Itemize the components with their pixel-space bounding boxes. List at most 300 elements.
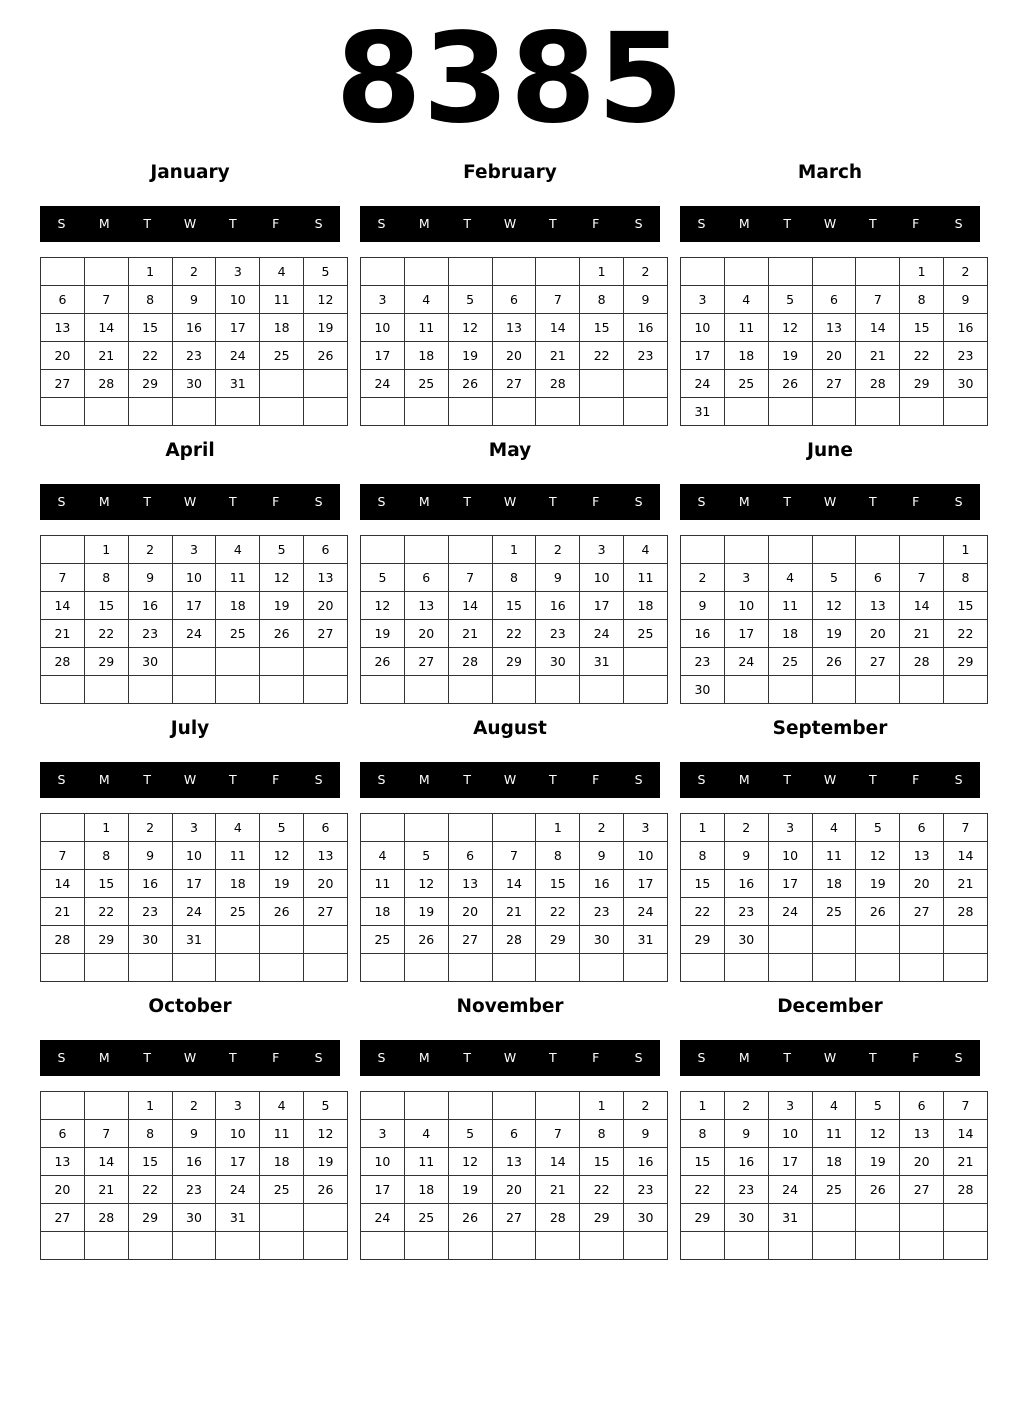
week-row xyxy=(41,676,348,704)
day-cell: 14 xyxy=(536,314,580,342)
day-cell: 3 xyxy=(361,286,405,314)
day-cell: 18 xyxy=(260,314,304,342)
weekday-header-bar xyxy=(360,206,660,242)
week-row xyxy=(361,898,668,926)
day-cell: 5 xyxy=(260,536,304,564)
week-row xyxy=(681,926,988,954)
day-cell: 27 xyxy=(304,620,348,648)
empty-day-cell xyxy=(404,954,448,982)
empty-day-cell xyxy=(361,954,405,982)
empty-day-cell xyxy=(172,648,216,676)
day-cell: 14 xyxy=(856,314,900,342)
day-cell: 16 xyxy=(580,870,624,898)
day-cell: 10 xyxy=(768,1120,812,1148)
weekday-header-bar xyxy=(360,1040,660,1076)
day-cell: 17 xyxy=(724,620,768,648)
day-cell: 23 xyxy=(128,620,172,648)
calendar-year-title: 8385 xyxy=(335,7,685,151)
day-cell: 6 xyxy=(41,1120,85,1148)
day-cell: 21 xyxy=(536,1176,580,1204)
day-cell: 15 xyxy=(681,870,725,898)
day-cell: 1 xyxy=(900,258,944,286)
day-cell: 4 xyxy=(624,536,668,564)
day-cell: 9 xyxy=(580,842,624,870)
day-cell: 22 xyxy=(681,898,725,926)
empty-day-cell xyxy=(84,1232,128,1260)
empty-day-cell xyxy=(304,398,348,426)
day-cell: 26 xyxy=(856,1176,900,1204)
weekday-header: F xyxy=(592,772,600,787)
day-cell: 19 xyxy=(812,620,856,648)
day-cell: 24 xyxy=(624,898,668,926)
weekday-header: T xyxy=(549,494,557,509)
day-cell: 21 xyxy=(84,1176,128,1204)
empty-day-cell xyxy=(580,954,624,982)
day-cell: 24 xyxy=(216,1176,260,1204)
day-cell: 1 xyxy=(84,536,128,564)
day-cell: 29 xyxy=(84,926,128,954)
day-cell: 4 xyxy=(768,564,812,592)
empty-day-cell xyxy=(84,258,128,286)
week-row xyxy=(41,370,348,398)
day-cell: 4 xyxy=(260,258,304,286)
empty-day-cell xyxy=(128,676,172,704)
empty-day-cell xyxy=(260,926,304,954)
day-grid xyxy=(40,257,348,426)
day-cell: 31 xyxy=(216,1204,260,1232)
empty-day-cell xyxy=(724,258,768,286)
day-cell: 15 xyxy=(84,870,128,898)
day-cell: 5 xyxy=(812,564,856,592)
day-cell: 20 xyxy=(492,342,536,370)
day-cell: 21 xyxy=(856,342,900,370)
empty-day-cell xyxy=(404,536,448,564)
day-cell: 25 xyxy=(624,620,668,648)
empty-day-cell xyxy=(448,1092,492,1120)
empty-day-cell xyxy=(768,1232,812,1260)
week-row xyxy=(681,842,988,870)
day-cell: 19 xyxy=(304,1148,348,1176)
month-name: February xyxy=(463,162,557,183)
empty-day-cell xyxy=(448,814,492,842)
day-cell: 26 xyxy=(448,1204,492,1232)
weekday-header: T xyxy=(783,772,791,787)
day-cell: 28 xyxy=(84,1204,128,1232)
weekday-header-bar xyxy=(680,484,980,520)
day-cell: 4 xyxy=(404,1120,448,1148)
day-cell: 8 xyxy=(681,1120,725,1148)
week-row xyxy=(361,648,668,676)
day-cell: 11 xyxy=(216,564,260,592)
day-cell: 4 xyxy=(216,536,260,564)
week-row xyxy=(41,926,348,954)
day-cell: 13 xyxy=(900,1120,944,1148)
day-cell: 29 xyxy=(492,648,536,676)
week-row xyxy=(361,870,668,898)
weekday-header: S xyxy=(314,494,323,509)
weekday-header: S xyxy=(954,772,963,787)
day-cell: 18 xyxy=(216,592,260,620)
weekday-header: W xyxy=(823,494,837,509)
day-cell: 2 xyxy=(580,814,624,842)
week-row xyxy=(361,620,668,648)
weekday-header: W xyxy=(503,1050,517,1065)
empty-day-cell xyxy=(724,676,768,704)
weekday-header: S xyxy=(377,1050,386,1065)
day-cell: 22 xyxy=(84,620,128,648)
day-cell: 10 xyxy=(681,314,725,342)
day-cell: 7 xyxy=(944,1092,988,1120)
day-cell: 14 xyxy=(84,314,128,342)
day-cell: 4 xyxy=(361,842,405,870)
day-cell: 19 xyxy=(361,620,405,648)
week-row xyxy=(361,536,668,564)
day-cell: 22 xyxy=(580,342,624,370)
day-cell: 7 xyxy=(41,842,85,870)
weekday-header: W xyxy=(823,772,837,787)
day-cell: 24 xyxy=(768,898,812,926)
day-cell: 24 xyxy=(681,370,725,398)
weekday-header: M xyxy=(738,1050,750,1065)
week-row xyxy=(41,648,348,676)
day-cell: 27 xyxy=(856,648,900,676)
day-cell: 10 xyxy=(580,564,624,592)
day-cell: 8 xyxy=(536,842,580,870)
day-cell: 11 xyxy=(404,314,448,342)
empty-day-cell xyxy=(41,1092,85,1120)
empty-day-cell xyxy=(361,814,405,842)
day-cell: 26 xyxy=(404,926,448,954)
week-row xyxy=(41,398,348,426)
day-cell: 8 xyxy=(580,286,624,314)
day-cell: 6 xyxy=(900,1092,944,1120)
day-cell: 14 xyxy=(900,592,944,620)
weekday-header: S xyxy=(634,772,643,787)
week-row xyxy=(681,648,988,676)
empty-day-cell xyxy=(681,536,725,564)
day-cell: 2 xyxy=(624,258,668,286)
week-row xyxy=(361,564,668,592)
empty-day-cell xyxy=(304,1204,348,1232)
day-cell: 15 xyxy=(128,1148,172,1176)
day-cell: 23 xyxy=(580,898,624,926)
day-cell: 23 xyxy=(172,1176,216,1204)
day-cell: 31 xyxy=(624,926,668,954)
day-cell: 16 xyxy=(128,870,172,898)
empty-day-cell xyxy=(681,954,725,982)
day-cell: 26 xyxy=(304,1176,348,1204)
day-cell: 28 xyxy=(900,648,944,676)
weekday-header: S xyxy=(57,216,66,231)
day-cell: 30 xyxy=(172,370,216,398)
day-cell: 10 xyxy=(361,314,405,342)
empty-day-cell xyxy=(768,536,812,564)
empty-day-cell xyxy=(812,926,856,954)
empty-day-cell xyxy=(536,1092,580,1120)
day-cell: 2 xyxy=(724,1092,768,1120)
day-cell: 23 xyxy=(536,620,580,648)
day-cell: 5 xyxy=(304,258,348,286)
day-cell: 9 xyxy=(724,1120,768,1148)
empty-day-cell xyxy=(216,926,260,954)
empty-day-cell xyxy=(580,676,624,704)
empty-day-cell xyxy=(492,258,536,286)
weekday-header: W xyxy=(183,494,197,509)
empty-day-cell xyxy=(304,648,348,676)
day-cell: 13 xyxy=(492,314,536,342)
month-name: May xyxy=(488,440,532,461)
day-cell: 21 xyxy=(900,620,944,648)
weekday-header: T xyxy=(229,1050,237,1065)
day-cell: 30 xyxy=(624,1204,668,1232)
week-row xyxy=(681,398,988,426)
day-cell: 31 xyxy=(216,370,260,398)
day-cell: 9 xyxy=(624,286,668,314)
weekday-header: M xyxy=(738,216,750,231)
weekday-header: S xyxy=(697,1050,706,1065)
day-cell: 20 xyxy=(448,898,492,926)
day-cell: 30 xyxy=(724,926,768,954)
weekday-header: M xyxy=(98,216,110,231)
day-cell: 17 xyxy=(768,870,812,898)
empty-day-cell xyxy=(448,676,492,704)
day-cell: 6 xyxy=(492,1120,536,1148)
week-row xyxy=(41,342,348,370)
day-cell: 27 xyxy=(492,370,536,398)
weekday-header: F xyxy=(272,772,280,787)
day-grid xyxy=(360,813,668,982)
day-cell: 13 xyxy=(304,564,348,592)
day-cell: 3 xyxy=(361,1120,405,1148)
empty-day-cell xyxy=(404,258,448,286)
day-cell: 23 xyxy=(624,1176,668,1204)
week-row xyxy=(361,842,668,870)
week-row xyxy=(361,1092,668,1120)
empty-day-cell xyxy=(944,676,988,704)
week-row xyxy=(41,258,348,286)
empty-day-cell xyxy=(41,954,85,982)
weekday-header: T xyxy=(783,1050,791,1065)
day-cell: 17 xyxy=(681,342,725,370)
day-cell: 26 xyxy=(361,648,405,676)
empty-day-cell xyxy=(724,1232,768,1260)
day-cell: 10 xyxy=(361,1148,405,1176)
weekday-header: M xyxy=(738,494,750,509)
day-cell: 14 xyxy=(84,1148,128,1176)
empty-day-cell xyxy=(404,1092,448,1120)
day-cell: 6 xyxy=(856,564,900,592)
empty-day-cell xyxy=(812,1204,856,1232)
day-cell: 22 xyxy=(944,620,988,648)
day-cell: 27 xyxy=(812,370,856,398)
day-cell: 22 xyxy=(128,342,172,370)
empty-day-cell xyxy=(536,258,580,286)
day-cell: 13 xyxy=(492,1148,536,1176)
day-cell: 5 xyxy=(856,1092,900,1120)
week-row xyxy=(681,1204,988,1232)
day-cell: 15 xyxy=(681,1148,725,1176)
day-cell: 16 xyxy=(128,592,172,620)
empty-day-cell xyxy=(172,1232,216,1260)
empty-day-cell xyxy=(900,1232,944,1260)
day-cell: 3 xyxy=(724,564,768,592)
day-cell: 12 xyxy=(304,286,348,314)
empty-day-cell xyxy=(304,926,348,954)
week-row xyxy=(681,814,988,842)
empty-day-cell xyxy=(624,954,668,982)
day-cell: 17 xyxy=(361,1176,405,1204)
day-cell: 20 xyxy=(812,342,856,370)
day-cell: 17 xyxy=(624,870,668,898)
weekday-header: T xyxy=(143,772,151,787)
day-cell: 27 xyxy=(900,898,944,926)
weekday-header: W xyxy=(183,216,197,231)
day-grid xyxy=(680,535,988,704)
weekday-header-bar xyxy=(360,762,660,798)
day-cell: 1 xyxy=(944,536,988,564)
empty-day-cell xyxy=(724,954,768,982)
weekday-header: M xyxy=(418,1050,430,1065)
weekday-header: S xyxy=(377,772,386,787)
week-row xyxy=(41,842,348,870)
empty-day-cell xyxy=(216,648,260,676)
day-cell: 28 xyxy=(536,1204,580,1232)
weekday-header: M xyxy=(418,216,430,231)
empty-day-cell xyxy=(812,398,856,426)
weekday-header: F xyxy=(912,494,920,509)
day-cell: 4 xyxy=(216,814,260,842)
day-cell: 7 xyxy=(84,286,128,314)
day-cell: 9 xyxy=(624,1120,668,1148)
day-cell: 8 xyxy=(900,286,944,314)
empty-day-cell xyxy=(84,1092,128,1120)
empty-day-cell xyxy=(304,676,348,704)
day-cell: 26 xyxy=(260,620,304,648)
week-row xyxy=(41,898,348,926)
day-cell: 3 xyxy=(768,814,812,842)
weekday-header: F xyxy=(912,1050,920,1065)
day-cell: 7 xyxy=(448,564,492,592)
day-cell: 16 xyxy=(172,1148,216,1176)
day-cell: 28 xyxy=(84,370,128,398)
weekday-header: T xyxy=(869,1050,877,1065)
day-cell: 4 xyxy=(724,286,768,314)
day-grid xyxy=(680,813,988,982)
week-row xyxy=(41,1120,348,1148)
week-row xyxy=(361,258,668,286)
week-row xyxy=(681,676,988,704)
day-cell: 17 xyxy=(172,870,216,898)
empty-day-cell xyxy=(361,258,405,286)
day-cell: 21 xyxy=(41,620,85,648)
week-row xyxy=(681,870,988,898)
day-cell: 9 xyxy=(172,286,216,314)
weekday-header: S xyxy=(314,772,323,787)
day-cell: 3 xyxy=(216,1092,260,1120)
day-cell: 7 xyxy=(41,564,85,592)
weekday-header: T xyxy=(869,216,877,231)
day-cell: 28 xyxy=(856,370,900,398)
day-cell: 29 xyxy=(128,1204,172,1232)
day-cell: 13 xyxy=(448,870,492,898)
day-cell: 15 xyxy=(580,1148,624,1176)
day-cell: 18 xyxy=(624,592,668,620)
day-cell: 1 xyxy=(128,258,172,286)
weekday-header-bar xyxy=(680,206,980,242)
day-cell: 22 xyxy=(128,1176,172,1204)
day-cell: 3 xyxy=(768,1092,812,1120)
day-cell: 21 xyxy=(944,1148,988,1176)
day-cell: 11 xyxy=(404,1148,448,1176)
day-cell: 16 xyxy=(944,314,988,342)
day-cell: 11 xyxy=(724,314,768,342)
day-cell: 10 xyxy=(172,842,216,870)
day-cell: 10 xyxy=(172,564,216,592)
day-cell: 1 xyxy=(492,536,536,564)
weekday-header: F xyxy=(592,216,600,231)
empty-day-cell xyxy=(900,1204,944,1232)
empty-day-cell xyxy=(84,398,128,426)
day-cell: 9 xyxy=(172,1120,216,1148)
empty-day-cell xyxy=(492,1232,536,1260)
empty-day-cell xyxy=(128,398,172,426)
day-cell: 30 xyxy=(580,926,624,954)
day-cell: 6 xyxy=(492,286,536,314)
day-cell: 24 xyxy=(172,620,216,648)
day-cell: 7 xyxy=(944,814,988,842)
day-cell: 25 xyxy=(812,898,856,926)
day-cell: 3 xyxy=(580,536,624,564)
empty-day-cell xyxy=(404,1232,448,1260)
day-grid xyxy=(680,257,988,426)
week-row xyxy=(681,536,988,564)
weekday-header: T xyxy=(229,216,237,231)
day-cell: 20 xyxy=(41,342,85,370)
day-cell: 17 xyxy=(216,314,260,342)
day-cell: 12 xyxy=(260,564,304,592)
empty-day-cell xyxy=(624,398,668,426)
empty-day-cell xyxy=(900,398,944,426)
weekday-header: M xyxy=(98,494,110,509)
day-cell: 7 xyxy=(536,286,580,314)
empty-day-cell xyxy=(856,536,900,564)
day-cell: 31 xyxy=(681,398,725,426)
day-cell: 1 xyxy=(128,1092,172,1120)
day-cell: 27 xyxy=(448,926,492,954)
day-cell: 19 xyxy=(856,1148,900,1176)
day-cell: 29 xyxy=(944,648,988,676)
weekday-header: T xyxy=(783,494,791,509)
day-cell: 27 xyxy=(492,1204,536,1232)
weekday-header: W xyxy=(503,216,517,231)
week-row xyxy=(41,592,348,620)
day-cell: 27 xyxy=(41,1204,85,1232)
day-cell: 31 xyxy=(172,926,216,954)
month-name: January xyxy=(150,162,230,183)
day-cell: 19 xyxy=(260,592,304,620)
empty-day-cell xyxy=(768,676,812,704)
weekday-header: W xyxy=(503,772,517,787)
week-row xyxy=(681,370,988,398)
day-cell: 12 xyxy=(812,592,856,620)
empty-day-cell xyxy=(856,926,900,954)
empty-day-cell xyxy=(216,398,260,426)
weekday-header: T xyxy=(143,494,151,509)
day-cell: 1 xyxy=(84,814,128,842)
empty-day-cell xyxy=(536,676,580,704)
empty-day-cell xyxy=(768,926,812,954)
day-cell: 16 xyxy=(624,314,668,342)
